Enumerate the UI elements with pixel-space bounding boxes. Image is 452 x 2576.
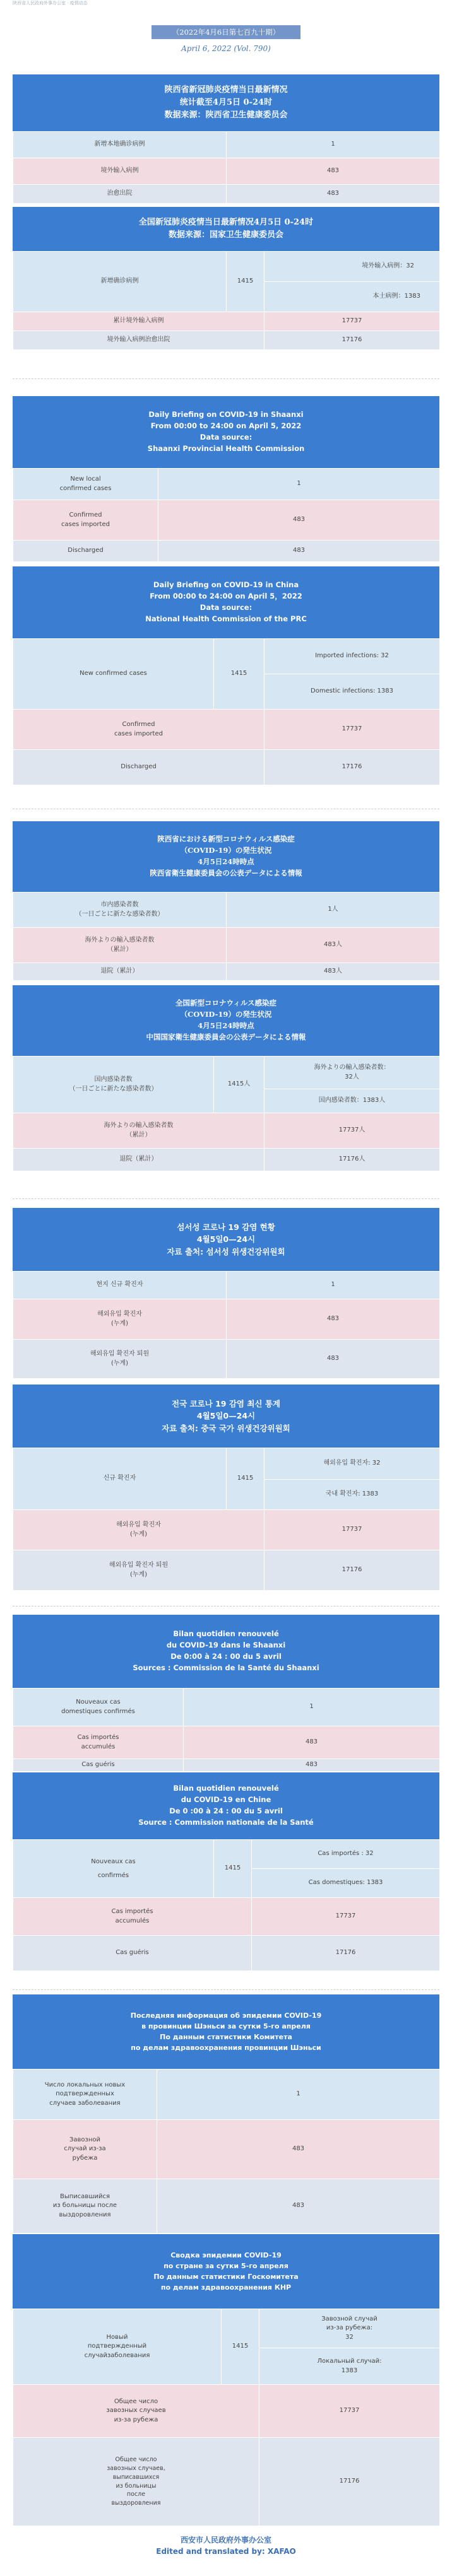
table-cell: 1415: [227, 252, 265, 312]
text: Sources : Commission de la Santé du Shaanxi: [133, 1663, 319, 1672]
text: по делам здравоохранения провинции Шэньси: [131, 2044, 321, 2052]
ja-local-table: [13, 892, 440, 981]
fr-national-table: [13, 1839, 440, 1971]
table-row: [13, 1689, 440, 1726]
text: Bilan quotidien renouvelé: [173, 1784, 279, 1793]
table-row: [13, 312, 440, 331]
table-cell: Общее число завозных случаев, выписавшихся из больницы после выздоровления: [13, 2438, 259, 2526]
en-local-table: [13, 468, 440, 562]
footer-credit: Edited and translated by: XAFAO: [156, 2547, 296, 2556]
ru-local-section: [13, 1994, 439, 2234]
table-cell: Confirmed cases imported: [13, 500, 158, 541]
divider: [13, 1606, 439, 1607]
table-cell: Новый подтвержденный случайзаболевания: [13, 2309, 222, 2385]
text: по стране за сутки 5-го апреля: [164, 2261, 288, 2270]
text: du COVID-19 dans le Shaanxi: [166, 1641, 286, 1650]
text: From 00:00 to 24:00 on April 5, 2022: [150, 421, 302, 431]
table-cell: 境外输入病例：32: [265, 252, 440, 282]
table-cell: Cas importés : 32: [252, 1840, 440, 1869]
table-cell: 483: [227, 185, 440, 204]
table-cell: 17176: [252, 1936, 440, 1971]
table-cell: Confirmed cases imported: [13, 710, 265, 750]
text: 4月5日24時時点: [198, 857, 254, 866]
table-cell: 1: [227, 132, 440, 158]
ru-national-title: [13, 2234, 439, 2309]
text: 섬서성 코로나 19 감염 현황: [177, 1222, 275, 1232]
footer-office: 西安市人民政府外事办公室: [180, 2536, 271, 2544]
table-cell: 17737: [265, 1510, 440, 1550]
table-cell: 483: [184, 1726, 440, 1759]
ko-national-section: [13, 1385, 439, 1591]
text: Data source:: [199, 433, 253, 442]
text: 数据来源：陕西省卫生健康委员会: [164, 110, 288, 120]
table-row: [13, 252, 440, 282]
text: 陕西省新冠肺炎疫情当日最新情况: [164, 85, 288, 95]
table-cell: 17737人: [265, 1113, 440, 1149]
text: Data source:: [199, 603, 253, 612]
table-cell: 17737: [265, 710, 440, 750]
zh-local-title: [13, 74, 439, 131]
table-cell: 国内感染者数 （一日ごとに新たな感染者数）: [13, 1057, 214, 1113]
table-row: [13, 1340, 440, 1379]
table-cell: 483: [227, 1299, 440, 1340]
ru-local-table: [13, 2069, 440, 2234]
fr-national-section: [13, 1772, 439, 1971]
text: Source : Commission nationale de la Santé: [138, 1817, 314, 1827]
text: 자료 출처: 중국 국가 위생건강위원회: [162, 1423, 290, 1433]
table-row: [13, 2438, 440, 2526]
table-cell: 海外よりの輸入感染者数 （累計）: [13, 1113, 265, 1149]
text: 전국 코로나 19 감염 최신 통계: [172, 1398, 280, 1408]
table-cell: 483: [227, 158, 440, 185]
table-cell: 해외유입 확진자 (누계): [13, 1510, 265, 1550]
text: 자료 출처: 섬서성 위생건강위원회: [167, 1246, 285, 1256]
table-cell: Cas guéris: [13, 1936, 252, 1971]
table-cell: New local confirmed cases: [13, 469, 158, 500]
table-cell: Число локальных новых подтвержденных случаев заболевания: [13, 2070, 157, 2120]
zh-national-title: [13, 207, 439, 251]
table-cell: 境外输入病例治愈出院: [13, 331, 265, 350]
text: 陝西省衛生健康委員会の公表データによる情報: [150, 868, 302, 877]
table-cell: Общее число завозных случаев из-за рубежа: [13, 2385, 259, 2438]
text: 中国国家衛生健康委員会の公表データによる情報: [146, 1032, 306, 1041]
table-cell: 累计境外输入病例: [13, 312, 265, 331]
ko-national-title: [13, 1385, 439, 1448]
zh-local-section: [13, 74, 439, 204]
table-cell: Cas domestiques: 1383: [252, 1869, 440, 1898]
issue-date: April 6, 2022 (Vol. 790): [181, 44, 271, 53]
table-row: [13, 2385, 440, 2438]
table-row: [13, 2179, 440, 2234]
table-cell: Cas importés accumulés: [13, 1726, 184, 1759]
table-cell: 本土病例：1383: [265, 282, 440, 312]
table-cell: 1: [184, 1689, 440, 1726]
zh-local-table: [13, 131, 440, 204]
table-cell: Локальный случай: 1383: [259, 2348, 440, 2385]
text: По данным статистики Комитета: [160, 2033, 292, 2041]
table-cell: Discharged: [13, 541, 158, 562]
ko-local-table: [13, 1271, 440, 1379]
top-header-line: 陕西省人民政府外事办公室 · 疫情动态: [13, 1, 88, 6]
text: De 0:00 à 24 : 00 du 5 avril: [170, 1652, 282, 1661]
table-row: [13, 185, 440, 204]
table-row: [13, 500, 440, 541]
table-cell: 17737: [252, 1898, 440, 1936]
table-row: [13, 639, 440, 674]
text: Bilan quotidien renouvelé: [173, 1629, 279, 1639]
table-cell: 17176: [265, 750, 440, 785]
table-row: [13, 710, 440, 750]
table-cell: Выписавшийся из больницы после выздоровления: [13, 2179, 157, 2234]
table-row: [13, 2309, 440, 2348]
text: （COVID-19）の発生状況: [180, 1010, 272, 1019]
table-cell: Cas importés accumulés: [13, 1898, 252, 1936]
en-local-title: [13, 396, 439, 468]
table-cell: 17737: [259, 2385, 440, 2438]
table-row: [13, 1299, 440, 1340]
table-cell: 17176: [259, 2438, 440, 2526]
text: 全国新冠肺炎疫情当日最新情况4月5日 0-24时: [138, 217, 314, 227]
fr-local-table: [13, 1688, 440, 1772]
text: （COVID-19）の発生状況: [180, 846, 272, 855]
ko-local-section: [13, 1208, 439, 1379]
table-row: [13, 1113, 440, 1149]
table-cell: New confirmed cases: [13, 639, 214, 710]
table-row: [13, 1510, 440, 1550]
table-cell: 483: [157, 2120, 440, 2179]
table-cell: 新增本地确诊病例: [13, 132, 227, 158]
table-row: [13, 1726, 440, 1759]
table-cell: 治愈出院: [13, 185, 227, 204]
text: From 00:00 to 24:00 on April 5，2022: [150, 592, 302, 601]
text: Daily Briefing on COVID-19 in Shaanxi: [148, 410, 304, 419]
table-cell: 1415: [214, 1840, 252, 1898]
table-cell: 해외유입 확진자 퇴원 (누계): [13, 1550, 265, 1591]
table-cell: 신규 확진자: [13, 1448, 227, 1510]
text: 数据来源：国家卫生健康委员会: [168, 230, 283, 240]
table-cell: 483: [158, 500, 440, 541]
table-row: [13, 1936, 440, 1971]
ru-national-section: [13, 2234, 439, 2526]
ja-local-section: [13, 821, 439, 981]
table-cell: 해외유입 확진자 (누계): [13, 1299, 227, 1340]
table-cell: 17737: [265, 312, 440, 331]
table-row: [13, 2070, 440, 2120]
table-row: [13, 750, 440, 785]
table-cell: Cas guéris: [13, 1759, 184, 1772]
table-row: [13, 2120, 440, 2179]
text: Сводка эпидемии COVID-19: [170, 2251, 282, 2259]
table-cell: 483人: [227, 963, 440, 981]
text: National Health Commission of the PRC: [145, 614, 307, 623]
ko-national-table: [13, 1448, 440, 1591]
table-cell: 483: [157, 2179, 440, 2234]
text: du COVID-19 en Chine: [181, 1795, 271, 1805]
table-cell: 1415人: [214, 1057, 265, 1113]
table-cell: 海外よりの輸入感染者数 （累計）: [13, 928, 227, 963]
table-cell: 483: [227, 1340, 440, 1379]
text: 统计截至4月5日 0-24时: [179, 97, 273, 107]
table-cell: Domestic infections: 1383: [265, 674, 440, 710]
table-cell: 新增确诊病例: [13, 252, 227, 312]
table-row: [13, 1448, 440, 1480]
ja-national-table: [13, 1056, 440, 1171]
table-cell: 1: [157, 2070, 440, 2120]
divider: [13, 378, 439, 379]
table-row: [13, 893, 440, 928]
text: в провинции Шэньси за сутки 5-го апреля: [141, 2022, 311, 2030]
fr-national-title: [13, 1772, 439, 1839]
table-cell: 市内感染者数 （一日ごとに新たな感染者数）: [13, 893, 227, 928]
table-row: [13, 132, 440, 158]
table-cell: 境外输入病例: [13, 158, 227, 185]
table-cell: Завозной случай из-за рубежа: 32: [259, 2309, 440, 2348]
table-row: [13, 1759, 440, 1772]
divider: [13, 1198, 439, 1199]
table-row: [13, 963, 440, 981]
table-row: [13, 1550, 440, 1591]
text: De 0 :00 à 24 : 00 du 5 avril: [169, 1806, 283, 1815]
table-cell: Imported infections: 32: [265, 639, 440, 674]
table-row: [13, 928, 440, 963]
fr-local-section: [13, 1615, 439, 1772]
ru-national-table: [13, 2309, 440, 2526]
text: по делам здравоохранения КНР: [160, 2283, 292, 2292]
table-row: [13, 1840, 440, 1869]
table-cell: 483: [184, 1759, 440, 1772]
table-cell: 17176: [265, 331, 440, 350]
divider: [13, 1989, 439, 1990]
table-cell: 1人: [227, 893, 440, 928]
text: 4월5일0—24시: [196, 1411, 256, 1421]
table-cell: 483: [158, 541, 440, 562]
table-cell: 1: [227, 1272, 440, 1299]
table-row: [13, 541, 440, 562]
table-row: [13, 1149, 440, 1171]
ko-local-title: [13, 1208, 439, 1271]
table-row: [13, 1898, 440, 1936]
text: 陝西省における新型コロナウィルス感染症: [157, 834, 295, 844]
table-cell: 국내 확진자: 1383: [265, 1480, 440, 1510]
text: Daily Briefing on COVID-19 in China: [153, 580, 299, 590]
zh-national-section: [13, 207, 439, 350]
table-cell: Discharged: [13, 750, 265, 785]
text: 4月5日24時時点: [198, 1021, 254, 1030]
table-cell: 1415: [214, 639, 265, 710]
ja-national-section: [13, 985, 439, 1171]
table-row: [13, 331, 440, 350]
table-cell: 현지 신규 확진자: [13, 1272, 227, 1299]
table-cell: Завозной случай из-за рубежа: [13, 2120, 157, 2179]
table-row: [13, 469, 440, 500]
table-cell: 17176: [265, 1550, 440, 1591]
table-cell: 退院（累計）: [13, 963, 227, 981]
en-local-section: [13, 396, 439, 562]
text: Последняя информация об эпидемии COVID-19: [130, 2011, 322, 2020]
table-row: [13, 158, 440, 185]
table-cell: 国内感染者数：1383人: [265, 1089, 440, 1113]
table-cell: 退院（累計）: [13, 1149, 265, 1171]
en-national-table: [13, 638, 440, 785]
ru-local-title: [13, 1994, 439, 2069]
table-cell: 1415: [227, 1448, 265, 1510]
table-cell: 해외유입 확진자: 32: [265, 1448, 440, 1480]
table-cell: 1415: [222, 2309, 259, 2385]
table-cell: 483人: [227, 928, 440, 963]
table-row: [13, 1057, 440, 1089]
en-national-title: [13, 566, 439, 638]
fr-local-title: [13, 1615, 439, 1688]
ja-national-title: [13, 985, 439, 1056]
zh-national-table: [13, 251, 440, 350]
table-row: [13, 1272, 440, 1299]
table-cell: 해외유입 확진자 퇴원 (누계): [13, 1340, 227, 1379]
ja-local-title: [13, 821, 439, 892]
table-cell: 海外よりの輸入感染者数： 32人: [265, 1057, 440, 1089]
table-cell: 17176人: [265, 1149, 440, 1171]
table-cell: 1: [158, 469, 440, 500]
text: 全国新型コロナウィルス感染症: [175, 998, 277, 1008]
text: По данным статистики Госкомитета: [153, 2273, 299, 2281]
table-cell: Nouveaux cas domestiques confirmés: [13, 1689, 184, 1726]
issue-banner: （2022年4月6日第七百九十期）: [152, 25, 300, 39]
text: Shaanxi Provincial Health Commission: [147, 443, 305, 453]
text: 4월5일0—24시: [196, 1234, 256, 1244]
table-cell: Nouveaux cas confirmés: [13, 1840, 214, 1898]
en-national-section: [13, 566, 439, 785]
